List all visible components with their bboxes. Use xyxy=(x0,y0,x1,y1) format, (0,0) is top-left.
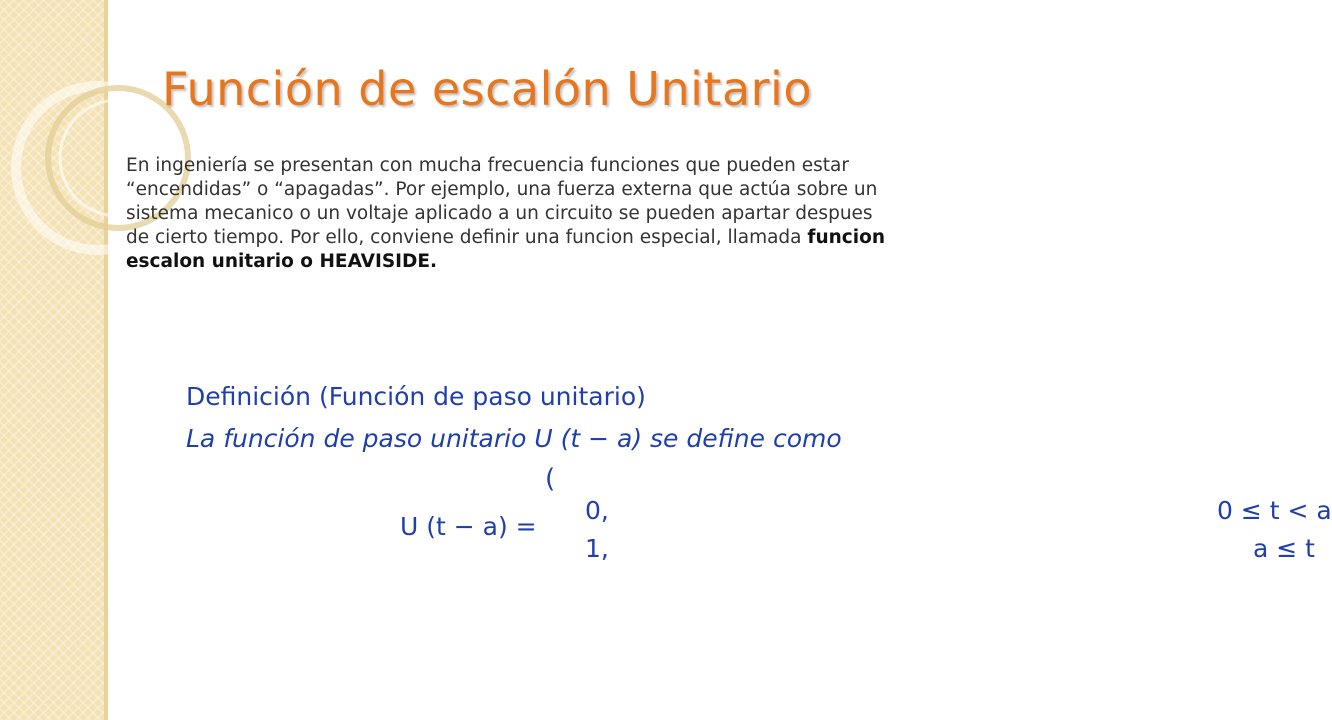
decorative-side-band xyxy=(0,0,107,720)
paragraph-bold-term: funcion escalon unitario o HEAVISIDE. xyxy=(126,227,885,272)
piecewise-case-zero xyxy=(585,496,1332,525)
definition-heading xyxy=(186,382,646,411)
definition-sentence-prefix: La función de paso unitario xyxy=(186,424,527,453)
definition-heading-paren: (Función de paso unitario) xyxy=(318,382,646,411)
equation-lhs: U (t − a) = xyxy=(400,512,537,541)
paragraph-text: En ingeniería se presentan con mucha frecuencia funciones que pueden estar “encendidas” o “apagadas”. Por ejemplo, una fuerza externa que actúa sobre un sistema mecanico o un voltaje aplicado a un circuito se pueden apartar despues de cierto tiempo. Por ello, conviene definir una funcion especial, llamada xyxy=(126,155,878,248)
case-zero-value: 0, xyxy=(585,496,609,525)
definition-sentence xyxy=(186,424,842,453)
slide-title: Función de escalón Unitario xyxy=(162,62,812,116)
piecewise-brace: ( xyxy=(545,464,556,494)
definition-sentence-suffix: se define como xyxy=(650,424,842,453)
definition-sentence-symbol: U (t − a) xyxy=(534,424,643,453)
side-band-edge xyxy=(104,0,108,720)
piecewise-case-one xyxy=(585,534,1315,563)
definition-heading-word: Definición xyxy=(186,382,311,411)
case-one-condition: a ≤ t xyxy=(1253,534,1315,563)
slide-paragraph xyxy=(126,154,886,274)
case-zero-condition: 0 ≤ t < a xyxy=(1217,496,1332,525)
case-one-value: 1, xyxy=(585,534,609,563)
